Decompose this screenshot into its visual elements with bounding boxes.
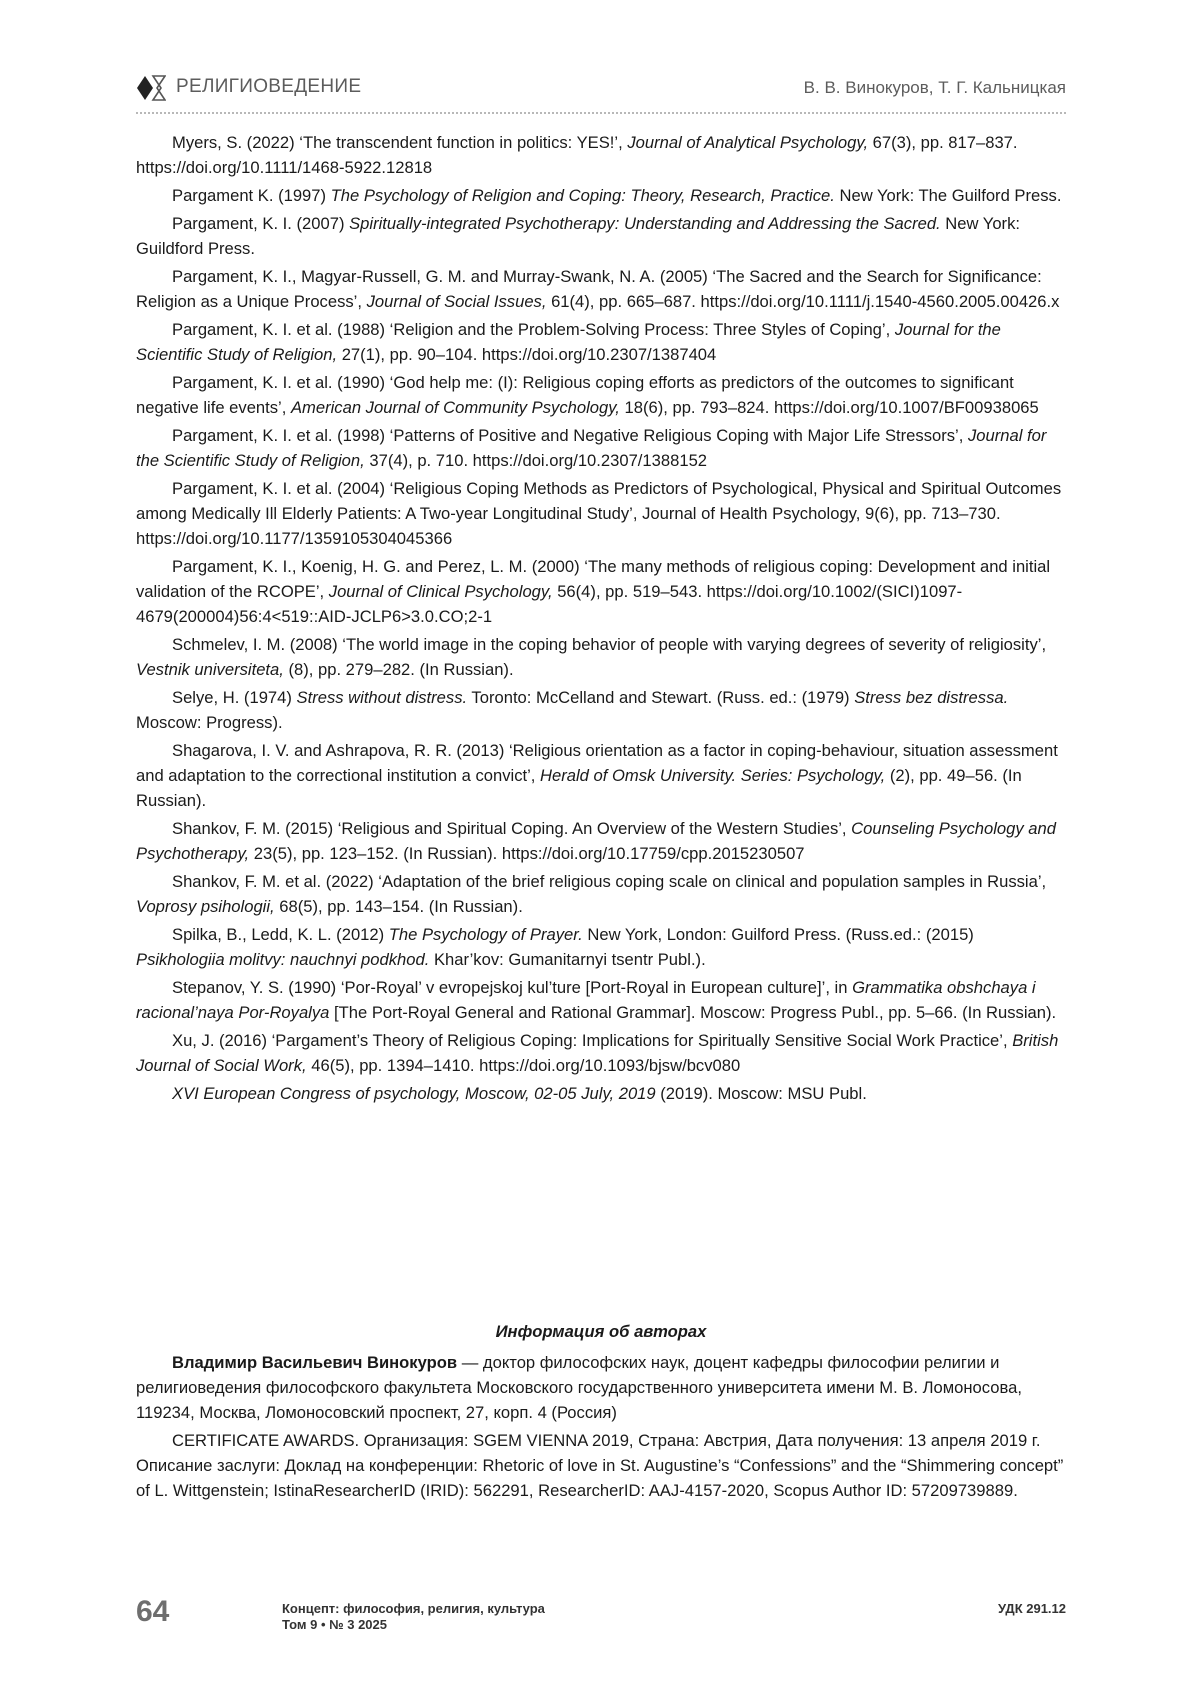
reference-text: (2), pp. 49–56. (In Russian). xyxy=(136,766,1022,810)
reference-list xyxy=(136,130,1066,1109)
reference-source: XVI European Congress of psychology, Moscow, 02-05 July, 2019 xyxy=(172,1084,656,1103)
reference-source: The Psychology of Prayer. xyxy=(388,925,583,944)
reference-item xyxy=(136,1028,1066,1078)
reference-source: Spiritually-integrated Psychotherapy: Understanding and Addressing the Sacred. xyxy=(349,214,941,233)
reference-item xyxy=(136,632,1066,682)
reference-source: Grammatika obshchaya i racional’naya Por-Royalya xyxy=(136,978,1036,1022)
reference-source: Stress bez distressa. xyxy=(854,688,1009,707)
section-title: РЕЛИГИОВЕДЕНИЕ xyxy=(176,76,362,97)
reference-source: Journal for the Scientific Study of Religion, xyxy=(136,426,1047,470)
reference-source: Psikhologiia molitvy: nauchnyi podkhod. xyxy=(136,950,430,969)
reference-text: Pargament, K. I. et al. (1990) ‘God help me: (I): Religious coping efforts as predictors of the outcomes to significant negative life events’, xyxy=(136,373,1014,417)
reference-text: Pargament, K. I. (2007) xyxy=(172,214,350,233)
reference-item xyxy=(136,554,1066,629)
author-name: Владимир Васильевич Винокуров xyxy=(172,1353,458,1372)
page-footer xyxy=(136,1595,1066,1645)
reference-source: Journal for the Scientific Study of Religion, xyxy=(136,320,1001,364)
reference-text: 23(5), pp. 123–152. (In Russian). https://doi.org/10.17759/cpp.2015230507 xyxy=(249,844,805,863)
reference-item xyxy=(136,685,1066,735)
header-divider xyxy=(136,112,1066,114)
reference-source: Vestnik universiteta, xyxy=(136,660,284,679)
reference-item xyxy=(136,264,1066,314)
reference-text: Toronto: McCelland and Stewart. (Russ. ed.: (1979) xyxy=(467,688,855,707)
reference-source: The Psychology of Religion and Coping: Theory, Research, Practice. xyxy=(330,186,835,205)
reference-text: 68(5), pp. 143–154. (In Russian). xyxy=(274,897,523,916)
reference-text: Shagarova, I. V. and Ashrapova, R. R. (2013) ‘Religious orientation as a factor in coping-behaviour, situation assessment and adaptation to the correctional institution a convict’, xyxy=(136,741,1058,785)
reference-text: 37(4), p. 710. https://doi.org/10.2307/1388152 xyxy=(364,451,708,470)
reference-item xyxy=(136,183,1066,208)
reference-source: American Journal of Community Psychology, xyxy=(290,398,620,417)
reference-item xyxy=(136,816,1066,866)
page-number: 64 xyxy=(136,1595,170,1628)
reference-source: Journal of Analytical Psychology, xyxy=(627,133,869,152)
author-info-section xyxy=(136,1322,1066,1506)
reference-text: Pargament, K. I. et al. (2004) ‘Religious Coping Methods as Predictors of Psychological, Physical and Spiritual Outcomes among Medically Ill Elderly Patients: A Two-year Longitudinal Study’, Journal of Health Psychology, 9(6), pp. 713–730. https://doi.org/10.1177/1359105304045366 xyxy=(136,479,1062,548)
reference-item xyxy=(136,869,1066,919)
journal-issue: Том 9 • № 3 2025 xyxy=(282,1617,387,1632)
reference-item xyxy=(136,317,1066,367)
journal-logo-icon xyxy=(136,75,166,101)
running-authors: В. В. Винокуров, Т. Г. Кальницкая xyxy=(803,78,1066,97)
reference-item xyxy=(136,423,1066,473)
reference-text: Schmelev, I. M. (2008) ‘The world image in the coping behavior of people with varying degrees of severity of religiosity’, xyxy=(172,635,1047,654)
reference-text: (2019). Moscow: MSU Publ. xyxy=(655,1084,867,1103)
reference-item xyxy=(136,130,1066,180)
author-bio xyxy=(136,1350,1066,1425)
reference-text: Pargament K. (1997) xyxy=(172,186,331,205)
author-certificate: CERTIFICATE AWARDS. Организация: SGEM VIENNA 2019, Страна: Австрия, Дата получения: 13 апреля 2019 г. Описание заслуги: Доклад на конференции: Rhetoric of love in St. Augustine’s “Confessions” and the “Shimmering concept” of L. Wittgenstein; IstinaResearcherID (IRID): 562291, ResearcherID: AAJ-4157-2020, Scopus Author ID: 57209739889. xyxy=(136,1431,1064,1500)
reference-item xyxy=(136,476,1066,551)
reference-item xyxy=(136,370,1066,420)
reference-text: 46(5), pp. 1394–1410. https://doi.org/10.1093/bjsw/bcv080 xyxy=(306,1056,741,1075)
reference-source: Journal of Social Issues, xyxy=(366,292,547,311)
reference-text: Pargament, K. I., Magyar-Russell, G. M. and Murray-Swank, N. A. (2005) ‘The Sacred and the Search for Significance: Religion as a Unique Process’, xyxy=(136,267,1042,311)
reference-text: Xu, J. (2016) ‘Pargament’s Theory of Religious Coping: Implications for Spiritually Sensitive Social Work Practice’, xyxy=(172,1031,1013,1050)
reference-source: Voprosy psihologii, xyxy=(136,897,275,916)
reference-source: Stress without distress. xyxy=(296,688,468,707)
reference-text: (8), pp. 279–282. (In Russian). xyxy=(283,660,514,679)
reference-text: Pargament, K. I. et al. (1988) ‘Religion and the Problem-Solving Process: Three Styles of Coping’, xyxy=(172,320,895,339)
reference-text: Shankov, F. M. (2015) ‘Religious and Spiritual Coping. An Overview of the Western Studies’, xyxy=(172,819,852,838)
reference-text: New York, London: Guilford Press. (Russ.ed.: (2015) xyxy=(582,925,974,944)
udk-code: УДК 291.12 xyxy=(998,1601,1066,1616)
reference-text: Pargament, K. I., Koenig, H. G. and Perez, L. M. (2000) ‘The many methods of religious coping: Development and initial validation of the RCOPE’, xyxy=(136,557,1051,601)
reference-text: Khar’kov: Gumanitarnyi tsentr Publ.). xyxy=(429,950,706,969)
reference-source: British Journal of Social Work, xyxy=(136,1031,1059,1075)
running-header xyxy=(136,70,1066,118)
reference-text: Selye, H. (1974) xyxy=(172,688,297,707)
author-info-heading: Информация об авторах xyxy=(495,1322,707,1341)
reference-text: New York: Guildford Press. xyxy=(136,214,1020,258)
reference-text: Shankov, F. M. et al. (2022) ‘Adaptation of the brief religious coping scale on clinical and population samples in Russia’, xyxy=(172,872,1047,891)
reference-source: Journal of Clinical Psychology, xyxy=(328,582,553,601)
reference-item xyxy=(136,922,1066,972)
reference-item xyxy=(136,975,1066,1025)
reference-item xyxy=(136,211,1066,261)
reference-text: 67(3), pp. 817–837. https://doi.org/10.1111/1468-5922.12818 xyxy=(136,133,1018,177)
author-description: — доктор философских наук, доцент кафедры философии религии и религиоведения философского факультета Московского государственного университета имени М. В. Ломоносова, 119234, Москва, Ломоносовский проспект, 27, корп. 4 (Россия) xyxy=(136,1353,1022,1422)
reference-text: 56(4), pp. 519–543. https://doi.org/10.1002/(SICI)1097-4679(200004)56:4<519::AID-JCLP6>3.0.CO;2-1 xyxy=(136,582,963,626)
reference-text: New York: The Guilford Press. xyxy=(834,186,1062,205)
journal-info xyxy=(282,1601,545,1633)
reference-text: 61(4), pp. 665–687. https://doi.org/10.1111/j.1540-4560.2005.00426.x xyxy=(546,292,1060,311)
reference-item xyxy=(136,1081,1066,1106)
reference-text: Moscow: Progress). xyxy=(136,713,283,732)
reference-text: Spilka, B., Ledd, K. L. (2012) xyxy=(172,925,389,944)
reference-text: 18(6), pp. 793–824. https://doi.org/10.1007/BF00938065 xyxy=(619,398,1039,417)
reference-source: Herald of Omsk University. Series: Psychology, xyxy=(540,766,886,785)
reference-text: 27(1), pp. 90–104. https://doi.org/10.2307/1387404 xyxy=(337,345,717,364)
reference-text: Pargament, K. I. et al. (1998) ‘Patterns of Positive and Negative Religious Coping with Major Life Stressors’, xyxy=(172,426,968,445)
reference-text: Stepanov, Y. S. (1990) ‘Por-Royal’ v evropejskoj kul’ture [Port-Royal in European culture]’, in xyxy=(172,978,853,997)
reference-text: [The Port-Royal General and Rational Grammar]. Moscow: Progress Publ., pp. 5–66. (In Russian). xyxy=(329,1003,1057,1022)
reference-source: Counseling Psychology and Psychotherapy, xyxy=(136,819,1056,863)
reference-item xyxy=(136,738,1066,813)
journal-title: Концепт: философия, религия, культура xyxy=(282,1601,545,1616)
reference-text: Myers, S. (2022) ‘The transcendent function in politics: YES!’, xyxy=(172,133,628,152)
